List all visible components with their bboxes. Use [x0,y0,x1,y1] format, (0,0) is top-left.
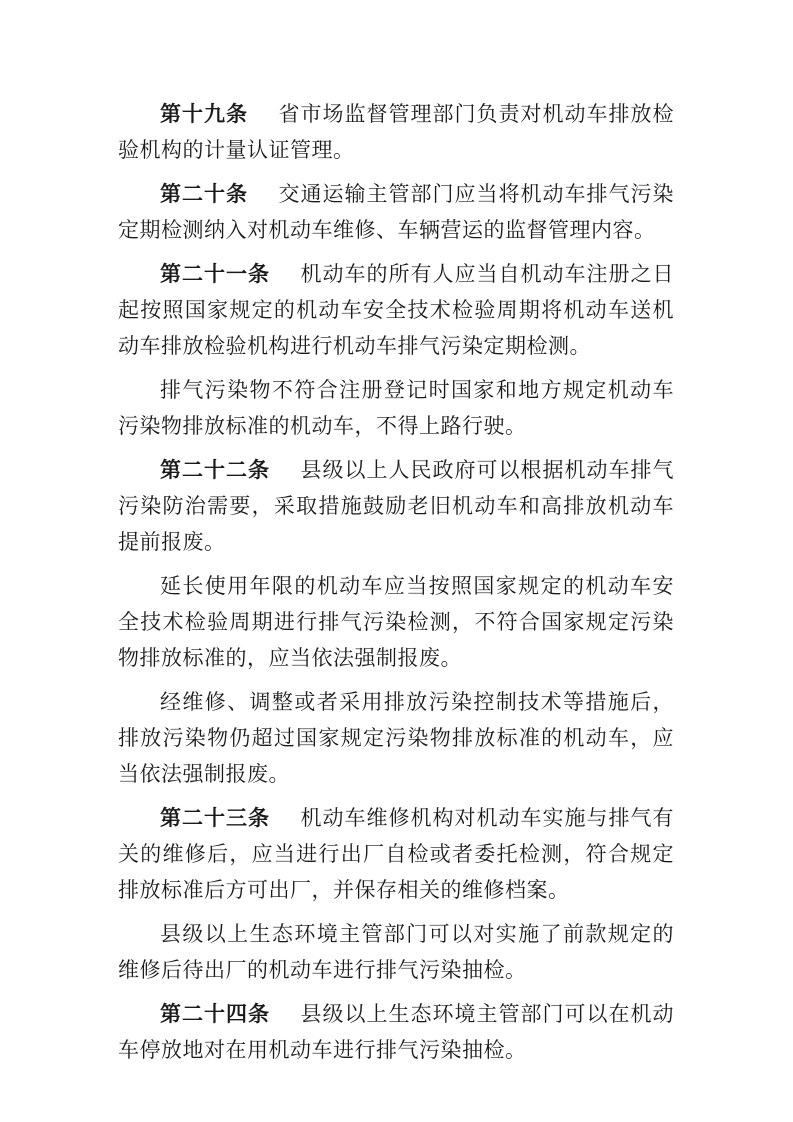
paragraph-article-23-clause-2 [118,916,674,988]
article-number: 第二十三条 [160,806,270,830]
paragraph-article-23 [118,800,674,908]
paragraph-text: 县级以上生态环境主管部门可以在机动车停放地对在用机动车进行排气污染抽检。 [118,1002,674,1062]
paragraph-text: 延长使用年限的机动车应当按照国家规定的机动车安全技术检验周期进行排气污染检测，不符合国家规定污染物排放标准的，应当依法强制报废。 [118,574,674,670]
paragraph-article-19 [118,96,674,168]
paragraph-article-22-clause-2 [118,568,674,676]
paragraph-article-21-clause-2 [118,372,674,444]
paragraph-article-22-clause-3 [118,684,674,792]
paragraph-article-22 [118,452,674,560]
paragraph-article-24 [118,996,674,1068]
paragraph-text: 机动车的所有人应当自机动车注册之日起按照国家规定的机动车安全技术检验周期将机动车送机动车排放检验机构进行机动车排气污染定期检测。 [118,262,674,358]
article-number: 第二十四条 [160,1002,270,1026]
paragraph-text: 排气污染物不符合注册登记时国家和地方规定机动车污染物排放标准的机动车，不得上路行驶。 [118,378,674,438]
paragraph-text: 县级以上人民政府可以根据机动车排气污染防治需要，采取措施鼓励老旧机动车和高排放机动车提前报废。 [118,458,674,554]
article-number: 第二十条 [160,182,248,206]
paragraph-article-21 [118,256,674,364]
paragraph-text: 省市场监督管理部门负责对机动车排放检验机构的计量认证管理。 [118,102,674,162]
paragraph-article-20 [118,176,674,248]
article-number: 第二十二条 [160,458,270,482]
paragraph-text: 交通运输主管部门应当将机动车排气污染定期检测纳入对机动车维修、车辆营运的监督管理内容。 [118,182,674,242]
paragraph-text: 经维修、调整或者采用排放污染控制技术等措施后，排放污染物仍超过国家规定污染物排放标准的机动车，应当依法强制报废。 [118,690,674,786]
document-body [118,96,674,1076]
paragraph-text: 机动车维修机构对机动车实施与排气有关的维修后，应当进行出厂自检或者委托检测，符合规定排放标准后方可出厂，并保存相关的维修档案。 [118,806,674,902]
paragraph-text: 县级以上生态环境主管部门可以对实施了前款规定的维修后待出厂的机动车进行排气污染抽检。 [118,922,674,982]
article-number: 第十九条 [160,102,248,126]
article-number: 第二十一条 [160,262,270,286]
